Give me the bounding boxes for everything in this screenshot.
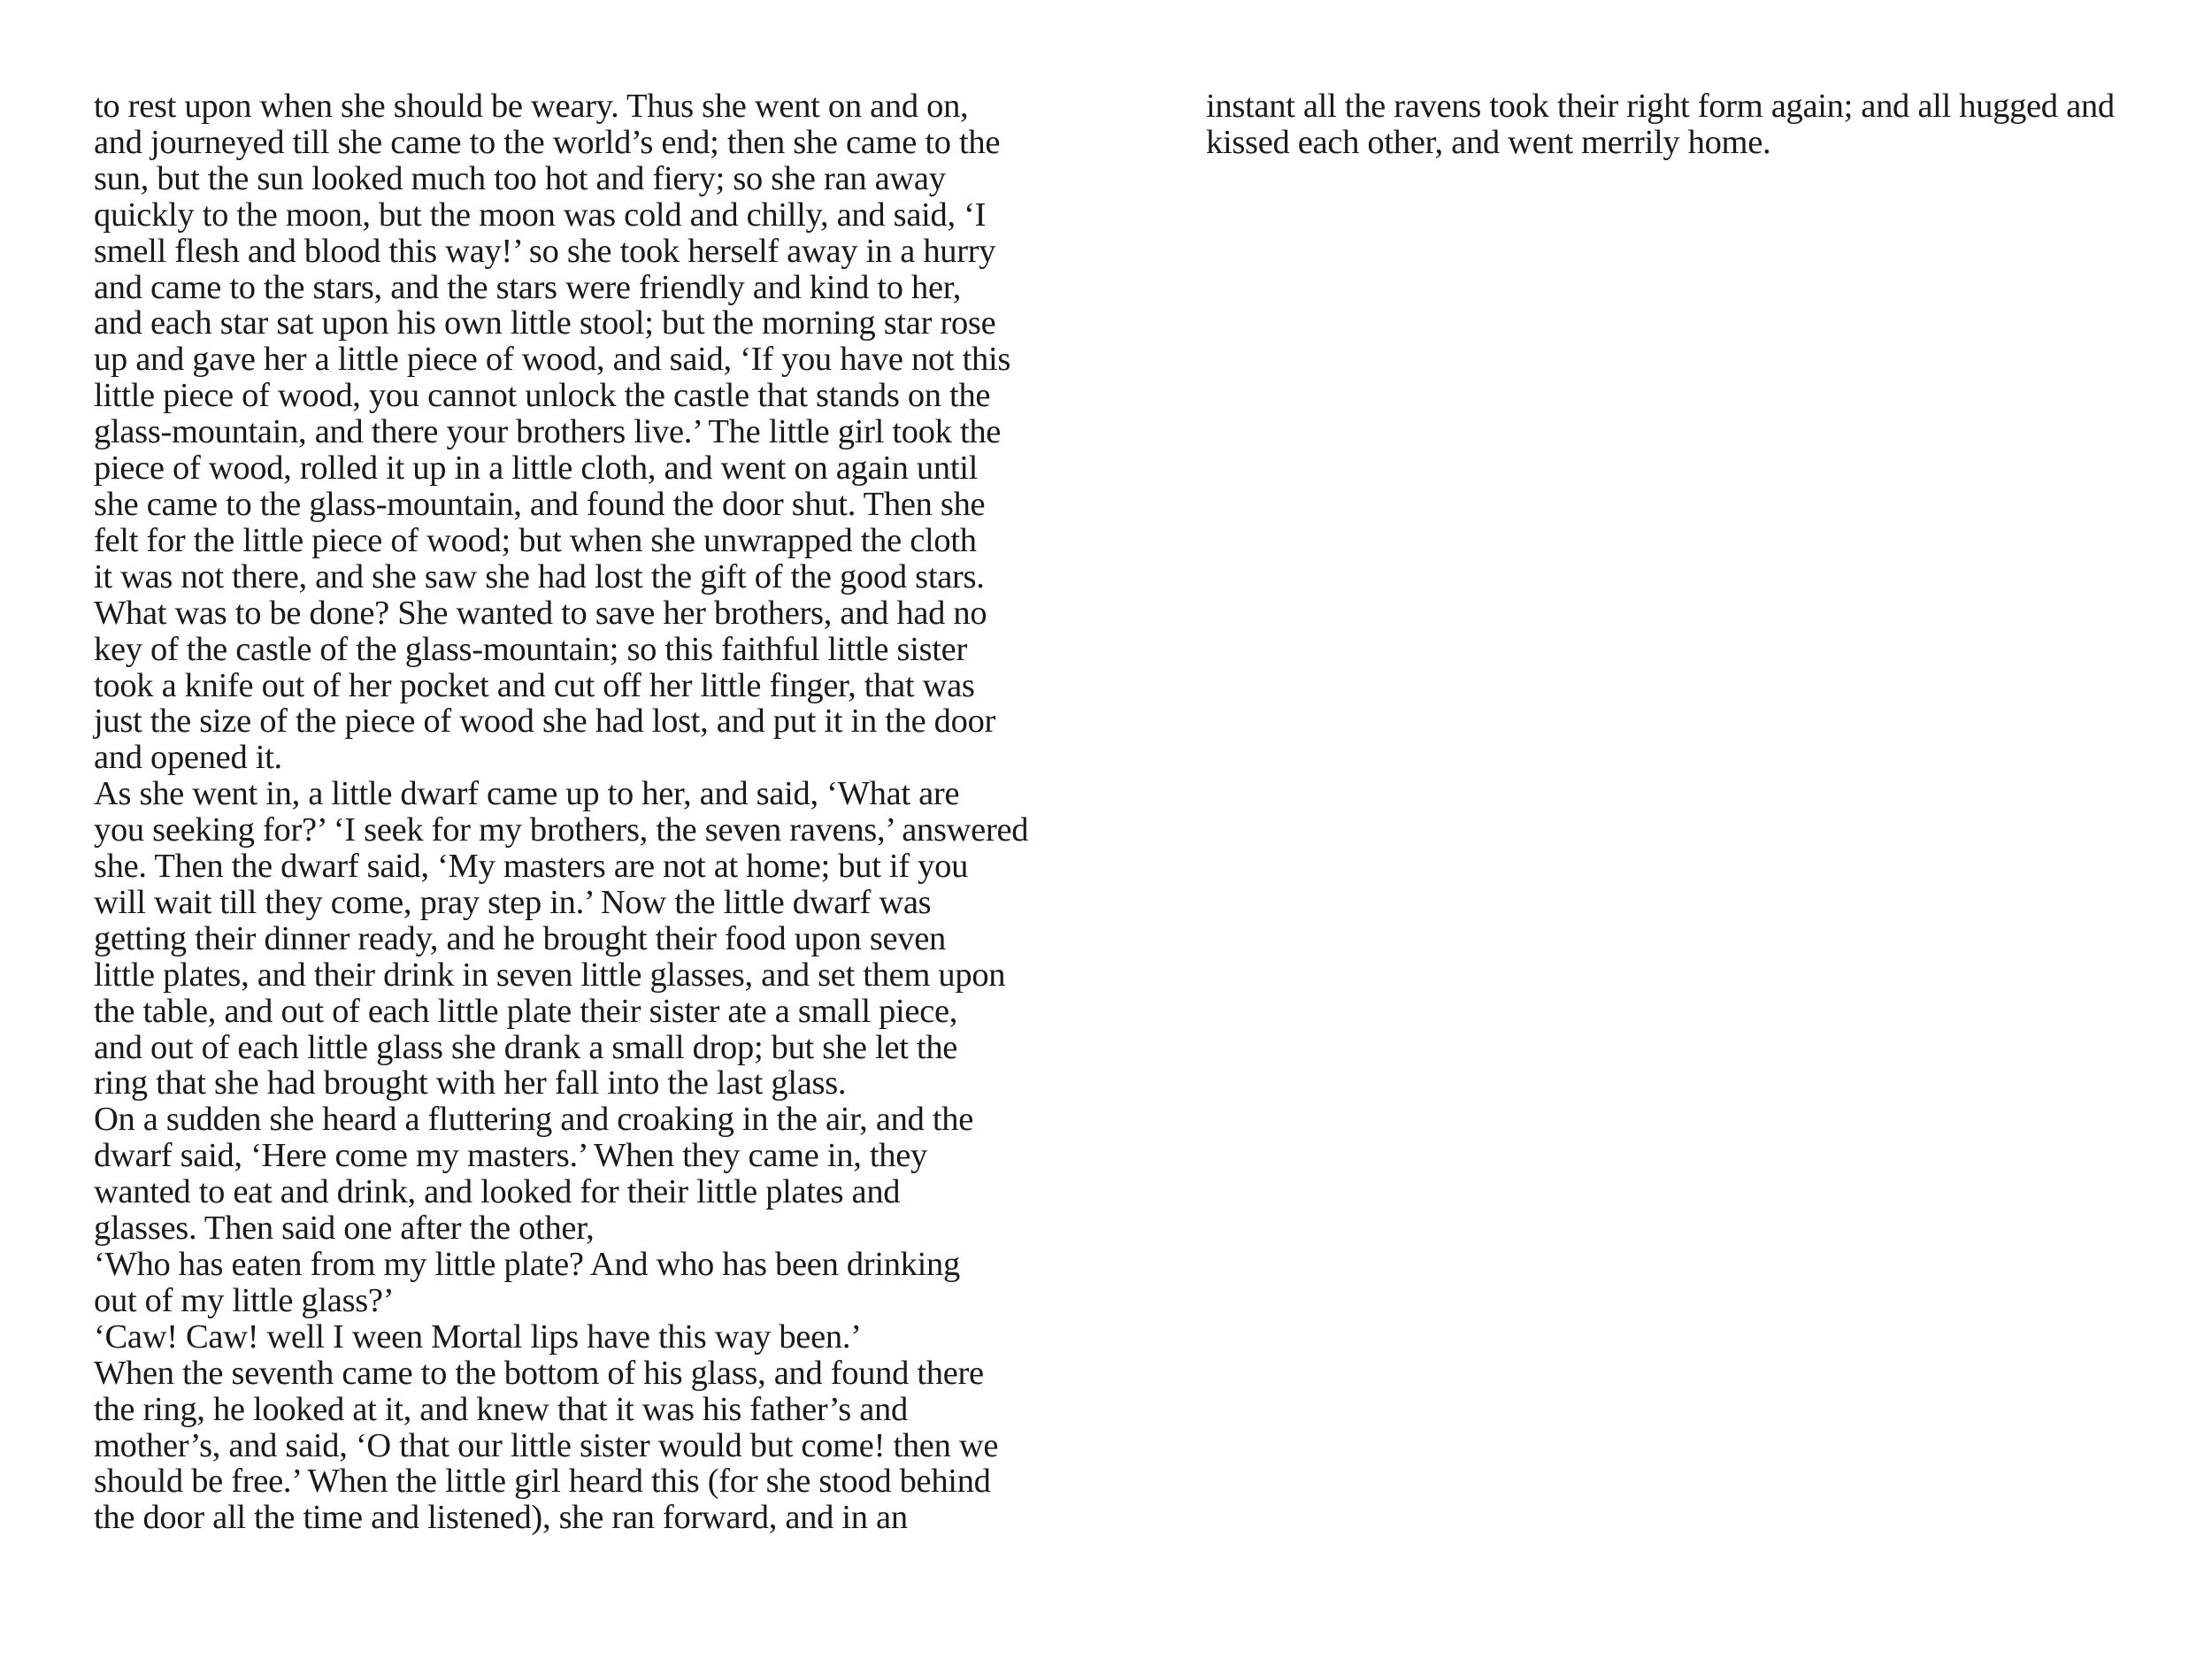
right-page bbox=[1206, 88, 2188, 161]
text-line: should be free.’ When the little girl heard this (for she stood behind bbox=[94, 1463, 991, 1501]
text-line: will wait till they come, pray step in.’ Now the little dwarf was bbox=[94, 883, 932, 921]
text-line: ring that she had brought with her fall into the last glass. bbox=[94, 1064, 847, 1102]
text-line: to rest upon when she should be weary. Thus she went on and on, bbox=[94, 88, 969, 125]
text-line: you seeking for?’ ‘I seek for my brothers, the seven ravens,’ answered bbox=[94, 811, 1029, 849]
text-line: it was not there, and she saw she had lost the gift of the good stars. bbox=[94, 557, 985, 595]
text-line: the table, and out of each little plate their sister ate a small piece, bbox=[94, 992, 958, 1030]
text-line: On a sudden she heard a fluttering and croaking in the air, and the bbox=[94, 1101, 973, 1139]
text-line: dwarf said, ‘Here come my masters.’ When they came in, they bbox=[94, 1137, 927, 1175]
text-line: getting their dinner ready, and he brought their food upon seven bbox=[94, 919, 946, 957]
text-line: and journeyed till she came to the world’s end; then she came to the bbox=[94, 123, 1001, 161]
text-line: kissed each other, and went merrily home. bbox=[1206, 123, 1771, 161]
text-line: she. Then the dwarf said, ‘My masters are not at home; but if you bbox=[94, 848, 969, 886]
text-line: glass-mountain, and there your brothers live.’ The little girl took the bbox=[94, 413, 1002, 451]
text-line: key of the castle of the glass-mountain; so this faithful little sister bbox=[94, 630, 967, 668]
text-line: ‘Caw! Caw! well I ween Mortal lips have this way been.’ bbox=[94, 1317, 862, 1356]
text-line: up and gave her a little piece of wood, and said, ‘If you have not this bbox=[94, 341, 1011, 379]
text-line: just the size of the piece of wood she had lost, and put it in the door bbox=[94, 703, 996, 741]
text-line: out of my little glass?’ bbox=[94, 1281, 395, 1319]
text-line: When the seventh came to the bottom of his glass, and found there bbox=[94, 1354, 984, 1392]
text-line: and came to the stars, and the stars were friendly and kind to her, bbox=[94, 268, 962, 306]
text-line: quickly to the moon, but the moon was cold and chilly, and said, ‘I bbox=[94, 196, 987, 234]
text-line: and out of each little glass she drank a small drop; but she let the bbox=[94, 1028, 958, 1066]
text-line: wanted to eat and drink, and looked for their little plates and bbox=[94, 1173, 901, 1211]
text-line: the ring, he looked at it, and knew that it was his father’s and bbox=[94, 1390, 908, 1428]
text-line: sun, but the sun looked much too hot and fiery; so she ran away bbox=[94, 159, 946, 197]
text-line: smell flesh and blood this way!’ so she took herself away in a hurry bbox=[94, 232, 996, 270]
text-line: the door all the time and listened), she ran forward, and in an bbox=[94, 1499, 908, 1537]
text-line: felt for the little piece of wood; but when she unwrapped the cloth bbox=[94, 521, 977, 559]
text-line: glasses. Then said one after the other, bbox=[94, 1210, 595, 1248]
text-line: little plates, and their drink in seven little glasses, and set them upon bbox=[94, 956, 1006, 994]
text-line: piece of wood, rolled it up in a little cloth, and went on again until bbox=[94, 449, 979, 488]
text-line: mother’s, and said, ‘O that our little sister would but come! then we bbox=[94, 1426, 999, 1464]
text-line: instant all the ravens took their right form again; and all hugged and bbox=[1206, 88, 2115, 125]
text-line: ‘Who has eaten from my little plate? And who has been drinking bbox=[94, 1246, 960, 1283]
left-page bbox=[94, 88, 1049, 1536]
text-line: and each star sat upon his own little stool; but the morning star rose bbox=[94, 304, 996, 342]
text-line: As she went in, a little dwarf came up to her, and said, ‘What are bbox=[94, 775, 960, 813]
text-line: What was to be done? She wanted to save her brothers, and had no bbox=[94, 594, 987, 632]
text-line: took a knife out of her pocket and cut off her little finger, that was bbox=[94, 666, 975, 704]
text-line: little piece of wood, you cannot unlock the castle that stands on the bbox=[94, 377, 991, 415]
text-line: she came to the glass-mountain, and found the door shut. Then she bbox=[94, 485, 986, 523]
text-line: and opened it. bbox=[94, 739, 282, 777]
